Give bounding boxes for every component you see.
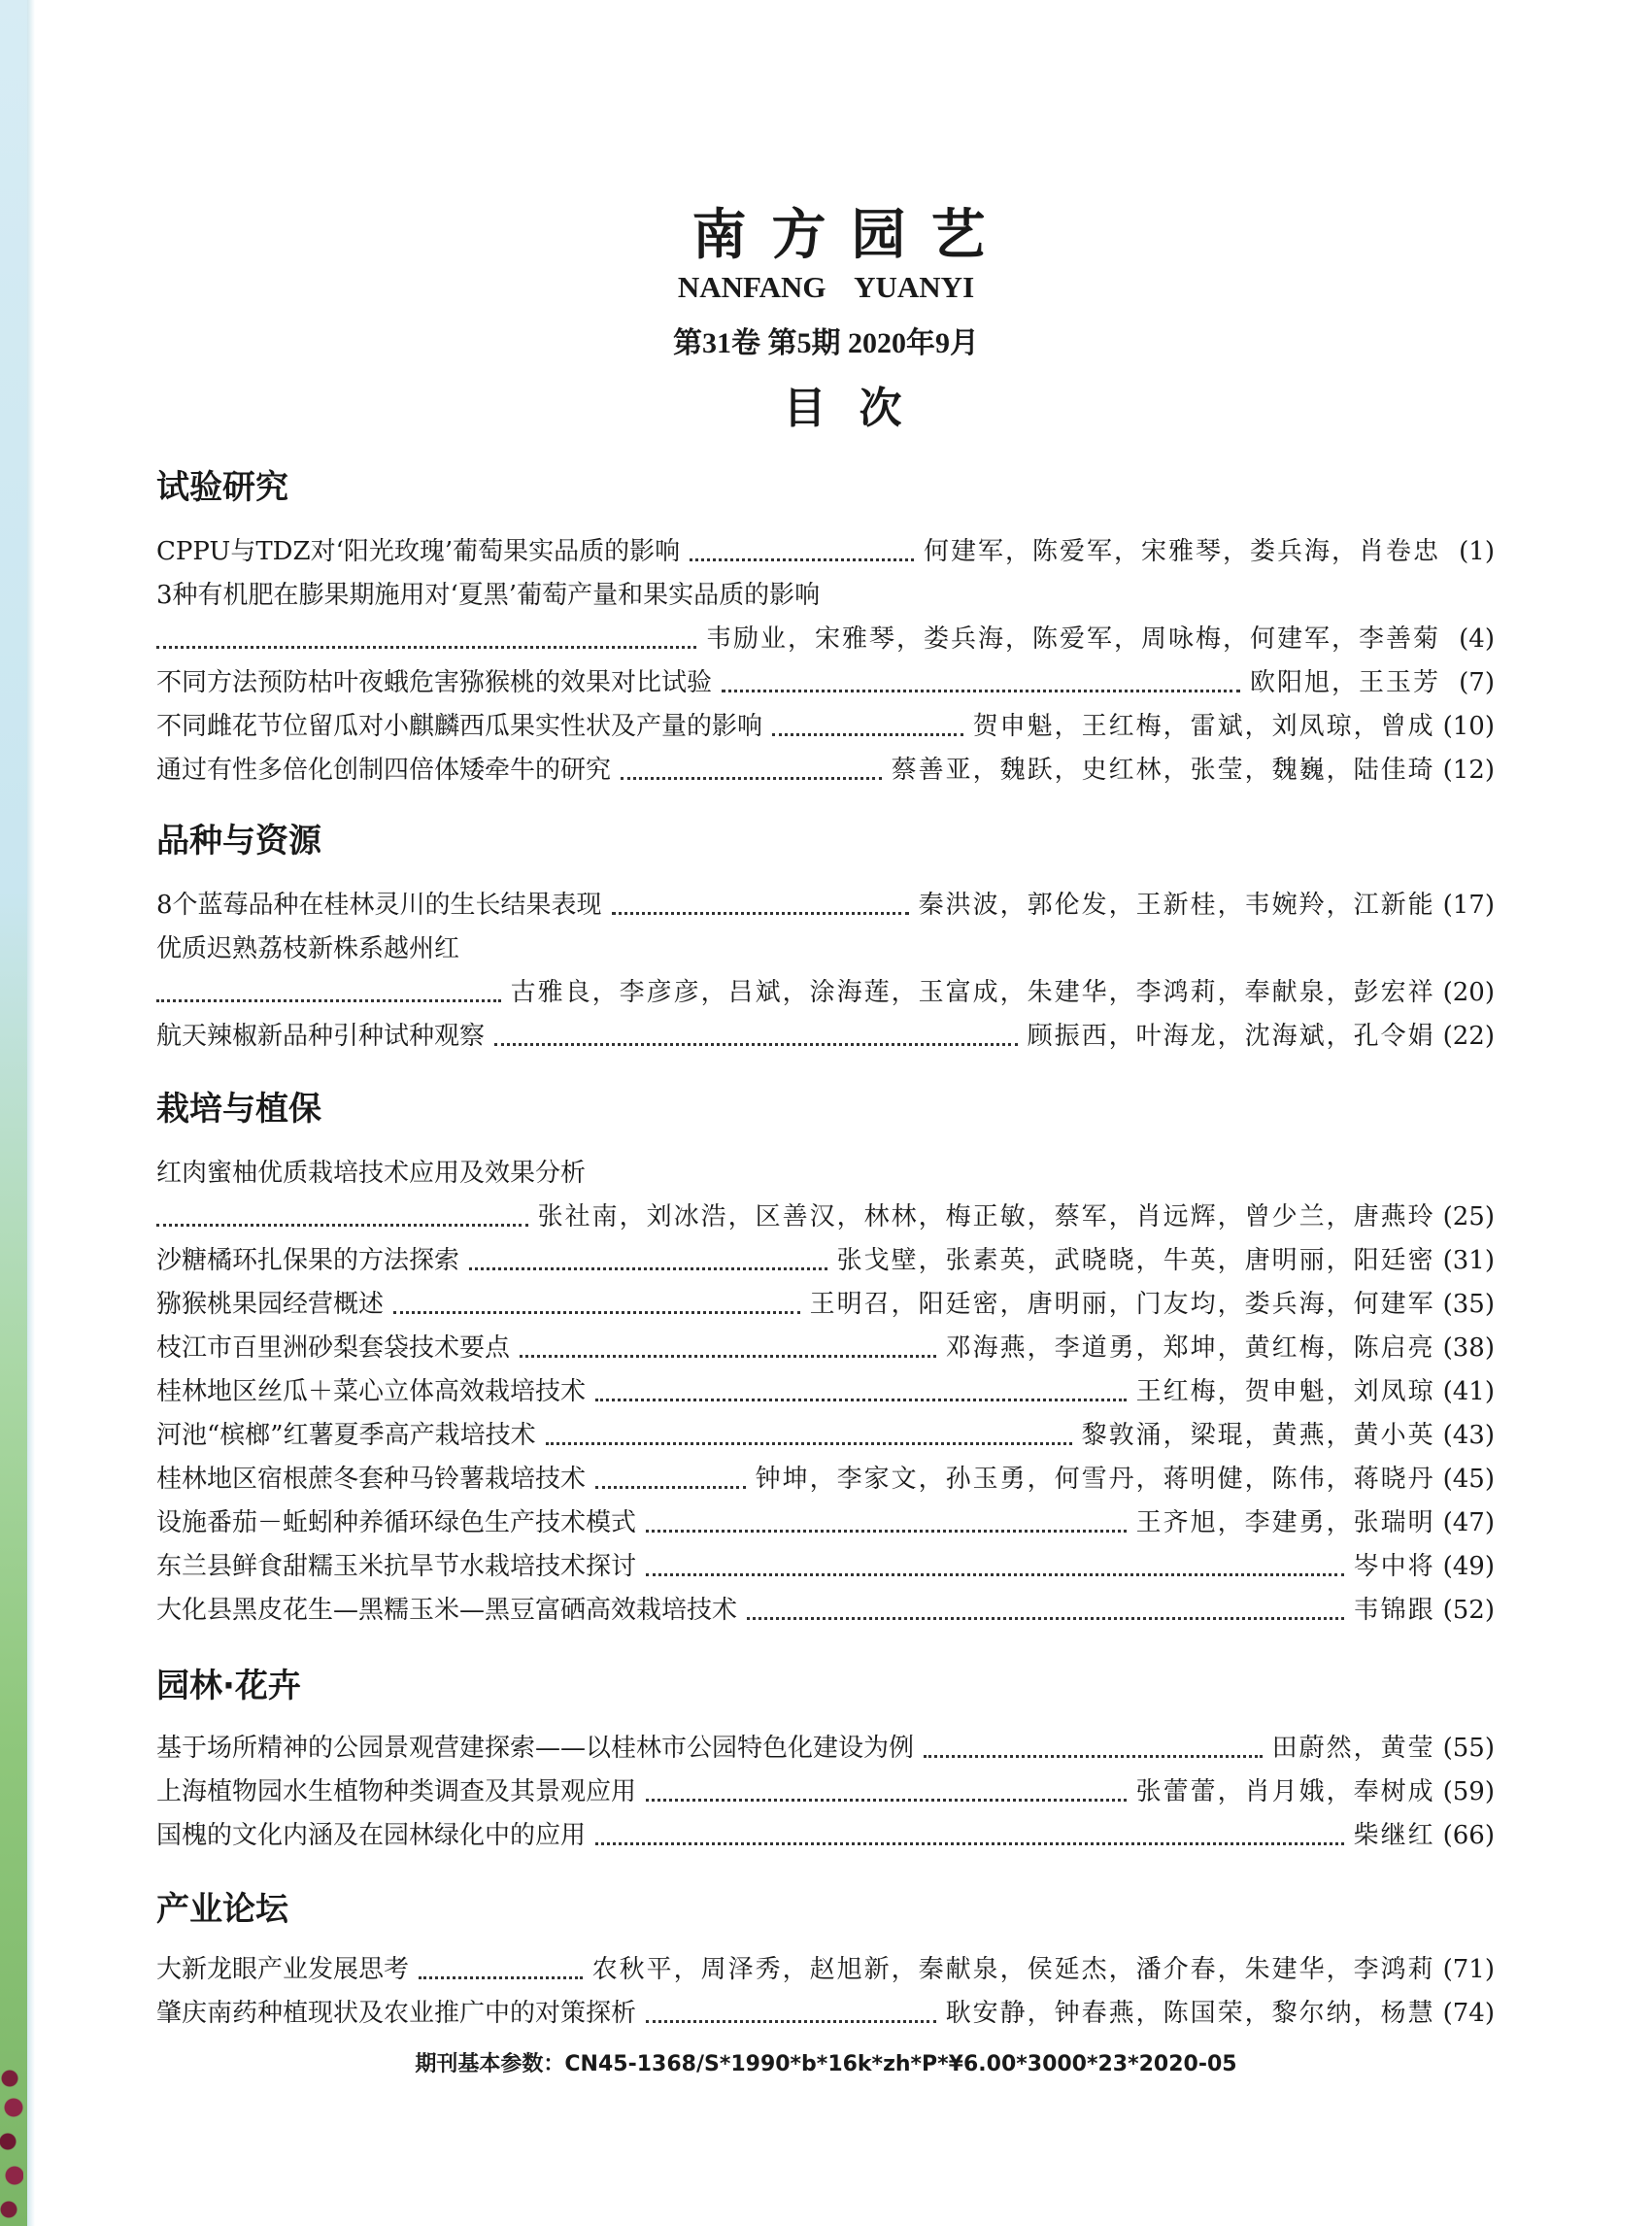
dot-leader xyxy=(595,1842,1344,1845)
toc-heading: 目次 xyxy=(783,384,935,433)
entry-authors: 古雅良，李彦彦，吕斌，涂海莲，玉富成，朱建华，李鸿莉，奉献泉，彭宏祥 xyxy=(510,978,1435,1007)
entry-page: (17) xyxy=(1442,891,1495,920)
toc-entry-title-line[interactable] xyxy=(156,1154,1495,1193)
toc-entry-author-line[interactable] xyxy=(156,620,1495,658)
entry-title: 大化县黑皮花生—黑糯玉米—黑豆富硒高效栽培技术 xyxy=(156,1596,738,1625)
section-heading: 栽培与植保 xyxy=(156,1090,321,1129)
entry-page: (49) xyxy=(1442,1552,1495,1581)
toc-entry[interactable] xyxy=(156,1547,1495,1586)
entry-title: 不同方法预防枯叶夜蛾危害猕猴桃的效果对比试验 xyxy=(156,668,713,697)
toc-entry[interactable] xyxy=(156,1503,1495,1542)
entry-authors: 耿安静，钟春燕，陈国荣，黎尔纳，杨慧 xyxy=(945,1999,1435,2028)
entry-page: (41) xyxy=(1442,1377,1495,1406)
entry-authors: 韦锦跟 xyxy=(1353,1596,1435,1625)
decorative-berries-image xyxy=(0,2059,23,2226)
entry-authors: 岑中将 xyxy=(1353,1552,1435,1581)
entry-authors: 王红梅，贺申魁，刘凤琼 xyxy=(1135,1377,1435,1406)
entry-page: (45) xyxy=(1442,1465,1495,1494)
entry-page: (47) xyxy=(1442,1508,1495,1537)
toc-entry[interactable] xyxy=(156,1285,1495,1324)
dot-leader xyxy=(646,1530,1127,1533)
entry-title: 8个蓝莓品种在桂林灵川的生长结果表现 xyxy=(156,891,602,920)
entry-page: (25) xyxy=(1442,1202,1495,1231)
entry-page: (22) xyxy=(1442,1022,1495,1051)
dot-leader xyxy=(156,1224,528,1227)
entry-title: 3种有机肥在膨果期施用对‘夏黑’葡萄产量和果实品质的影响 xyxy=(156,581,821,610)
entry-authors: 王齐旭，李建勇，张瑞明 xyxy=(1135,1508,1435,1537)
entry-authors: 邓海燕，李道勇，郑坤，黄红梅，陈启亮 xyxy=(945,1333,1435,1363)
dot-leader xyxy=(924,1755,1263,1758)
toc-entry[interactable] xyxy=(156,1241,1495,1280)
dot-leader xyxy=(646,1799,1127,1802)
entry-title: 大新龙眼产业发展思考 xyxy=(156,1955,410,1984)
entry-title: 河池“槟榔”红薯夏季高产栽培技术 xyxy=(156,1421,536,1450)
dot-leader xyxy=(772,733,963,736)
entry-page: (38) xyxy=(1442,1333,1495,1363)
dot-leader xyxy=(494,1043,1018,1046)
toc-entry[interactable] xyxy=(156,1329,1495,1367)
dot-leader xyxy=(469,1267,827,1270)
entry-page: (71) xyxy=(1442,1955,1495,1984)
toc-entry[interactable] xyxy=(156,1816,1495,1855)
entry-authors: 韦励业，宋雅琴，娄兵海，陈爱军，周咏梅，何建军，李善菊 xyxy=(705,624,1440,654)
dot-leader xyxy=(393,1311,800,1314)
toc-entry-author-line[interactable] xyxy=(156,1197,1495,1236)
entry-page: (55) xyxy=(1442,1734,1495,1763)
entry-title: 设施番茄－蚯蚓种养循环绿色生产技术模式 xyxy=(156,1508,637,1537)
entry-authors: 贺申魁，王红梅，雷斌，刘凤琼，曾成 xyxy=(972,712,1435,741)
entry-authors: 农秋平，周泽秀，赵旭新，秦献泉，侯延杰，潘介春，朱建华，李鸿莉 xyxy=(591,1955,1435,1984)
entry-title: 沙糖橘环扎保果的方法探索 xyxy=(156,1246,460,1275)
entry-page: (7) xyxy=(1459,668,1495,697)
entry-title: 上海植物园水生植物种类调查及其景观应用 xyxy=(156,1777,637,1806)
entry-title: 枝江市百里洲砂梨套袋技术要点 xyxy=(156,1333,511,1363)
dot-leader xyxy=(595,1399,1127,1401)
toc-entry[interactable] xyxy=(156,707,1495,746)
journal-title-en: NANFANG YUANYI xyxy=(677,270,975,304)
section-heading: 试验研究 xyxy=(156,468,288,507)
entry-title: 红肉蜜柚优质栽培技术应用及效果分析 xyxy=(156,1159,587,1188)
section-heading: 产业论坛 xyxy=(156,1890,288,1929)
entry-page: (74) xyxy=(1442,1999,1495,2028)
entry-authors: 欧阳旭，王玉芳 xyxy=(1249,668,1440,697)
toc-entry[interactable] xyxy=(156,1994,1495,2033)
entry-authors: 张社南，刘冰浩，区善汉，林林，梅正敏，蔡军，肖远辉，曾少兰，唐燕玲 xyxy=(537,1202,1435,1231)
entry-page: (20) xyxy=(1442,978,1495,1007)
entry-title: 桂林地区丝瓜＋菜心立体高效栽培技术 xyxy=(156,1377,587,1406)
dot-leader xyxy=(690,558,914,561)
dot-leader xyxy=(546,1442,1072,1445)
entry-page: (10) xyxy=(1442,712,1495,741)
dot-leader xyxy=(156,646,696,649)
toc-entry[interactable] xyxy=(156,1772,1495,1811)
entry-page: (31) xyxy=(1442,1246,1495,1275)
entry-authors: 田蔚然，黄莹 xyxy=(1271,1734,1435,1763)
dot-leader xyxy=(646,2020,936,2023)
entry-page: (35) xyxy=(1442,1290,1495,1319)
entry-title: 不同雌花节位留瓜对小麒麟西瓜果实性状及产量的影响 xyxy=(156,712,763,741)
issue-info: 第31卷 第5期 2020年9月 xyxy=(673,327,979,359)
entry-page: (59) xyxy=(1442,1777,1495,1806)
entry-title: 国槐的文化内涵及在园林绿化中的应用 xyxy=(156,1821,587,1850)
toc-entry[interactable] xyxy=(156,1017,1495,1056)
entry-title: 桂林地区宿根蔗冬套种马铃薯栽培技术 xyxy=(156,1465,587,1494)
entry-authors: 何建军，陈爱军，宋雅琴，娄兵海，肖卷忠 xyxy=(923,537,1440,566)
section-heading: 品种与资源 xyxy=(156,822,321,860)
entry-authors: 张戈壁，张素英，武晓晓，牛英，唐明丽，阳廷密 xyxy=(836,1246,1435,1275)
dot-leader xyxy=(612,912,909,915)
toc-entry[interactable] xyxy=(156,1460,1495,1499)
dot-leader xyxy=(156,999,501,1002)
toc-entry-title-line[interactable] xyxy=(156,929,1495,968)
entry-page: (4) xyxy=(1459,624,1495,654)
dot-leader xyxy=(722,690,1240,692)
entry-title: 优质迟熟荔枝新株系越州红 xyxy=(156,934,460,963)
entry-page: (12) xyxy=(1442,756,1495,785)
dot-leader xyxy=(419,1976,583,1979)
entry-title: 肇庆南药种植现状及农业推广中的对策探析 xyxy=(156,1999,637,2028)
toc-entry[interactable] xyxy=(156,1729,1495,1768)
entry-page: (66) xyxy=(1442,1821,1495,1850)
journal-parameters-footer: 期刊基本参数：CN45-1368/S*1990*b*16k*zh*P*¥6.00*3000*23*2020-05 xyxy=(415,2052,1237,2076)
entry-page: (52) xyxy=(1442,1596,1495,1625)
entry-authors: 黎敦涌，梁琨，黄燕，黄小英 xyxy=(1081,1421,1435,1450)
toc-entry[interactable] xyxy=(156,663,1495,702)
journal-title: 南方园艺 xyxy=(691,204,1011,267)
entry-title: 基于场所精神的公园景观营建探索——以桂林市公园特色化建设为例 xyxy=(156,1734,915,1763)
toc-entry[interactable] xyxy=(156,1591,1495,1630)
dot-leader xyxy=(621,777,882,780)
entry-page: (43) xyxy=(1442,1421,1495,1450)
dot-leader xyxy=(595,1486,746,1489)
entry-authors: 顾振西，叶海龙，沈海斌，孔令娟 xyxy=(1027,1022,1435,1051)
entry-authors: 柴继红 xyxy=(1353,1821,1435,1850)
section-heading: 园林·花卉 xyxy=(156,1667,301,1705)
toc-entry[interactable] xyxy=(156,1950,1495,1989)
dot-leader xyxy=(747,1617,1344,1620)
dot-leader xyxy=(646,1573,1344,1576)
toc-entry[interactable] xyxy=(156,1416,1495,1455)
entry-authors: 张蕾蕾，肖月娥，奉树成 xyxy=(1135,1777,1435,1806)
entry-authors: 秦洪波，郭伦发，王新桂，韦婉羚，江新能 xyxy=(918,891,1435,920)
toc-entry[interactable] xyxy=(156,886,1495,925)
toc-entry[interactable] xyxy=(156,532,1495,571)
toc-entry[interactable] xyxy=(156,751,1495,790)
entry-authors: 钟坤，李家文，孙玉勇，何雪丹，蒋明健，陈伟，蒋晓丹 xyxy=(755,1465,1435,1494)
toc-entry-author-line[interactable] xyxy=(156,973,1495,1012)
toc-entry-title-line[interactable] xyxy=(156,576,1495,615)
entry-title: CPPU与TDZ对‘阳光玫瑰’葡萄果实品质的影响 xyxy=(156,537,681,566)
dot-leader xyxy=(520,1355,936,1358)
entry-authors: 蔡善亚，魏跃，史红林，张莹，魏巍，陆佳琦 xyxy=(891,756,1435,785)
entry-title: 东兰县鲜食甜糯玉米抗旱节水栽培技术探讨 xyxy=(156,1552,637,1581)
entry-authors: 王明召，阳廷密，唐明丽，门友均，娄兵海，何建军 xyxy=(809,1290,1435,1319)
toc-entry[interactable] xyxy=(156,1372,1495,1411)
entry-page: (1) xyxy=(1459,537,1495,566)
entry-title: 猕猴桃果园经营概述 xyxy=(156,1290,385,1319)
entry-title: 通过有性多倍化创制四倍体矮牵牛的研究 xyxy=(156,756,612,785)
entry-title: 航天辣椒新品种引种试种观察 xyxy=(156,1022,486,1051)
